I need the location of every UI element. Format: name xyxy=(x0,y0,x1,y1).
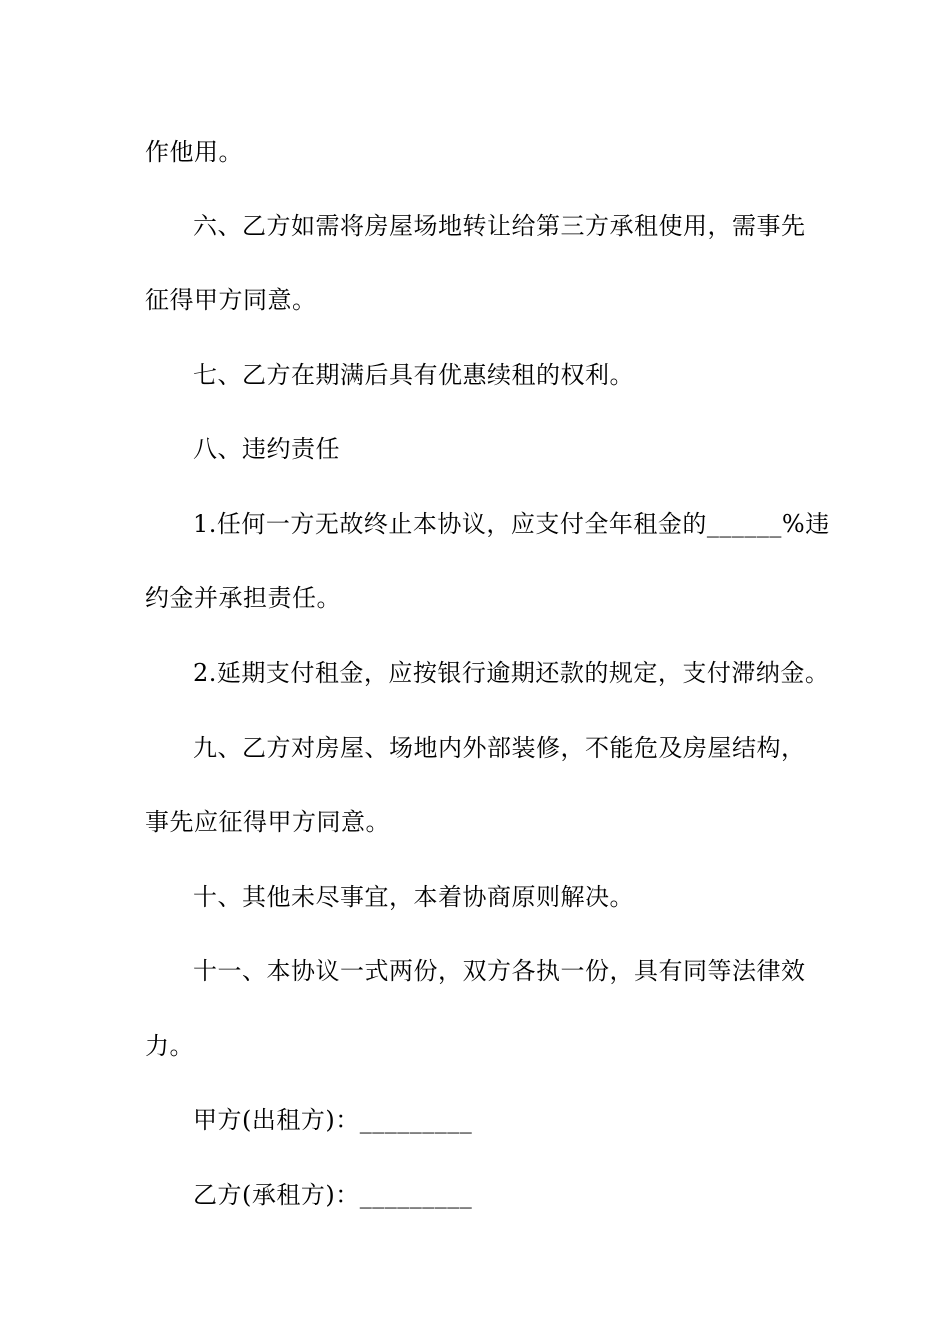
clause-11-line-1: 十一、本协议一式两份，双方各执一份，具有同等法律效 xyxy=(193,957,806,985)
paragraph-line: 作他用。 xyxy=(145,138,243,166)
clause-9-line-2: 事先应征得甲方同意。 xyxy=(145,808,390,836)
party-a-signature: 甲方(出租方)：_________ xyxy=(193,1106,473,1134)
clause-8-item-2: 2.延期支付租金，应按银行逾期还款的规定，支付滞纳金。 xyxy=(193,659,830,687)
clause-8-item-1-line-2: 约金并承担责任。 xyxy=(145,584,341,612)
clause-10: 十、其他未尽事宜，本着协商原则解决。 xyxy=(193,883,634,911)
clause-6-line-1: 六、乙方如需将房屋场地转让给第三方承租使用，需事先 xyxy=(193,212,806,240)
clause-8-item-1-line-1: 1.任何一方无故终止本协议，应支付全年租金的______%违 xyxy=(193,510,830,538)
party-b-signature: 乙方(承租方)：_________ xyxy=(193,1181,473,1209)
clause-9-line-1: 九、乙方对房屋、场地内外部装修，不能危及房屋结构， xyxy=(193,734,806,762)
clause-6-line-2: 征得甲方同意。 xyxy=(145,286,317,314)
clause-7: 七、乙方在期满后具有优惠续租的权利。 xyxy=(193,361,634,389)
clause-11-line-2: 力。 xyxy=(145,1032,194,1060)
clause-8-heading: 八、违约责任 xyxy=(193,435,340,463)
